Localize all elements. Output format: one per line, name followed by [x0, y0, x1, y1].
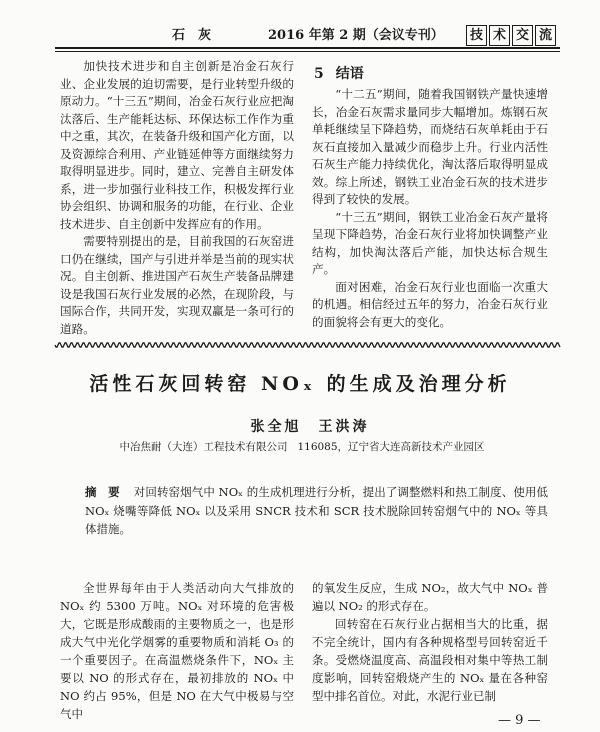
previous-article-right-column: [312, 62, 548, 336]
section-title: 结语: [335, 66, 364, 82]
abstract-text: 对回转窑烟气中 NOₓ 的生成机理进行分析，提出了调整燃料和热工制度、使用低 NOₓ 烧嘴等降低 NOₓ 以及采用 SNCR 技术和 SCR 技术脱除回转窑烟气中的 NOₓ 等具体措施。: [85, 485, 549, 536]
paragraph: 需要特别提出的是，目前我国的石灰窑进口仍在继续，国产与引进并举是当前的现实状况。自主创新、推进国产石灰生产装备品牌建设是我国石灰行业发展的必然，在现阶段，与国际合作，共同开发，实现双赢是一条可行的道路。: [60, 234, 294, 336]
abstract-label: 摘 要: [85, 485, 120, 499]
article-title: 活性石灰回转窑 NOₓ 的生成及治理分析: [89, 373, 511, 395]
body-left-column: [60, 579, 294, 721]
abstract: [85, 483, 548, 539]
paragraph-continuation: 的氧发生反应，生成 NO₂，故大气中 NOₓ 普遍以 NO₂ 的形式存在。: [312, 581, 548, 613]
page-number: — 9 —: [498, 713, 541, 728]
section-char: 术: [489, 25, 510, 46]
paragraph: 加快技术进步和自主创新是冶金石灰行业、企业发展的迫切需要，是行业转型升级的原动力。“十三五”期间，冶金石灰行业应把淘汰落后、生产能耗达标、环保达标工作作为重中之重，其次，在装备升级和国产化方面，以及资源综合利用、产业链延伸等方面继续努力取得明显进步。同时，建立、完善自主研发体系，进一步加强行业科技工作，积极发挥行业协会组织、协调和服务的功能，在行业、企业技术进步、自主创新中发挥应有的作用。: [60, 59, 294, 231]
journal-name: 石 灰: [172, 28, 212, 43]
author-affiliation: [12, 440, 592, 455]
journal-issue: 2016 年第 2 期（会议专刊）: [268, 28, 444, 43]
wavy-divider-line: [55, 343, 560, 347]
wavy-divider: [55, 339, 560, 351]
paragraph: 全世界每年由于人类活动向大气排放的 NOₓ 约 5300 万吨。NOₓ 对环境的危害极大，它既是形成酸雨的主要物质之一，也是形成大气中光化学烟雾的重要物质和消耗 O₃ 的一个重要因子。在高温燃烧条件下，NOₓ 主要以 NO 的形式存在，最初排放的 NOₓ 中 NO 约占 95%，但是 NO 在大气中极易与空气中: [60, 581, 294, 721]
header-rule: [55, 47, 560, 52]
article-authors: 张全旭 王洪涛: [250, 419, 370, 435]
section-char: 流: [535, 25, 556, 46]
section-label: [466, 25, 556, 46]
affiliation-address: 116085，辽宁省大连高新技术产业园区: [297, 441, 485, 453]
previous-article-left-column: [60, 58, 294, 340]
paragraph: “十三五”期间，钢铁工业冶金石灰产量将呈现下降趋势，冶金石灰行业将加快调整产业结构，加快淘汰落后产能，加快达标合规生产。: [312, 209, 548, 276]
section-heading: [314, 62, 548, 86]
section-number: 5: [314, 66, 324, 82]
paragraph: “十二五”期间，随着我国钢铁产量快速增长，冶金石灰需求量同步大幅增加。炼钢石灰单耗继续呈下降趋势，而烧结石灰单耗由于石灰石直接加入量减少而稳步上升。行业内活性石灰生产能力持续优化，淘汰落后取得明显成效。综上所述，钢铁工业冶金石灰的技术进步得到了较快的发展。: [312, 87, 548, 206]
body-right-column: [312, 579, 548, 707]
paragraph: 面对困难，冶金石灰行业也面临一次重大的机遇。相信经过五年的努力，冶金石灰行业的面貌将会有更大的变化。: [312, 279, 548, 329]
affiliation-organization: 中冶焦耐（大连）工程技术有限公司: [119, 441, 288, 453]
paragraph: 回转窑在石灰行业占据相当大的比重，据不完全统计，国内有各种规格型号回转窑近千条。受燃烧温度高、高温段相对集中等热工制度影响，回转窑煅烧产生的 NOₓ 量在各种窑型中排名首位。对此，水泥行业已制: [312, 617, 548, 703]
section-char: 交: [512, 25, 533, 46]
section-char: 技: [466, 25, 487, 46]
